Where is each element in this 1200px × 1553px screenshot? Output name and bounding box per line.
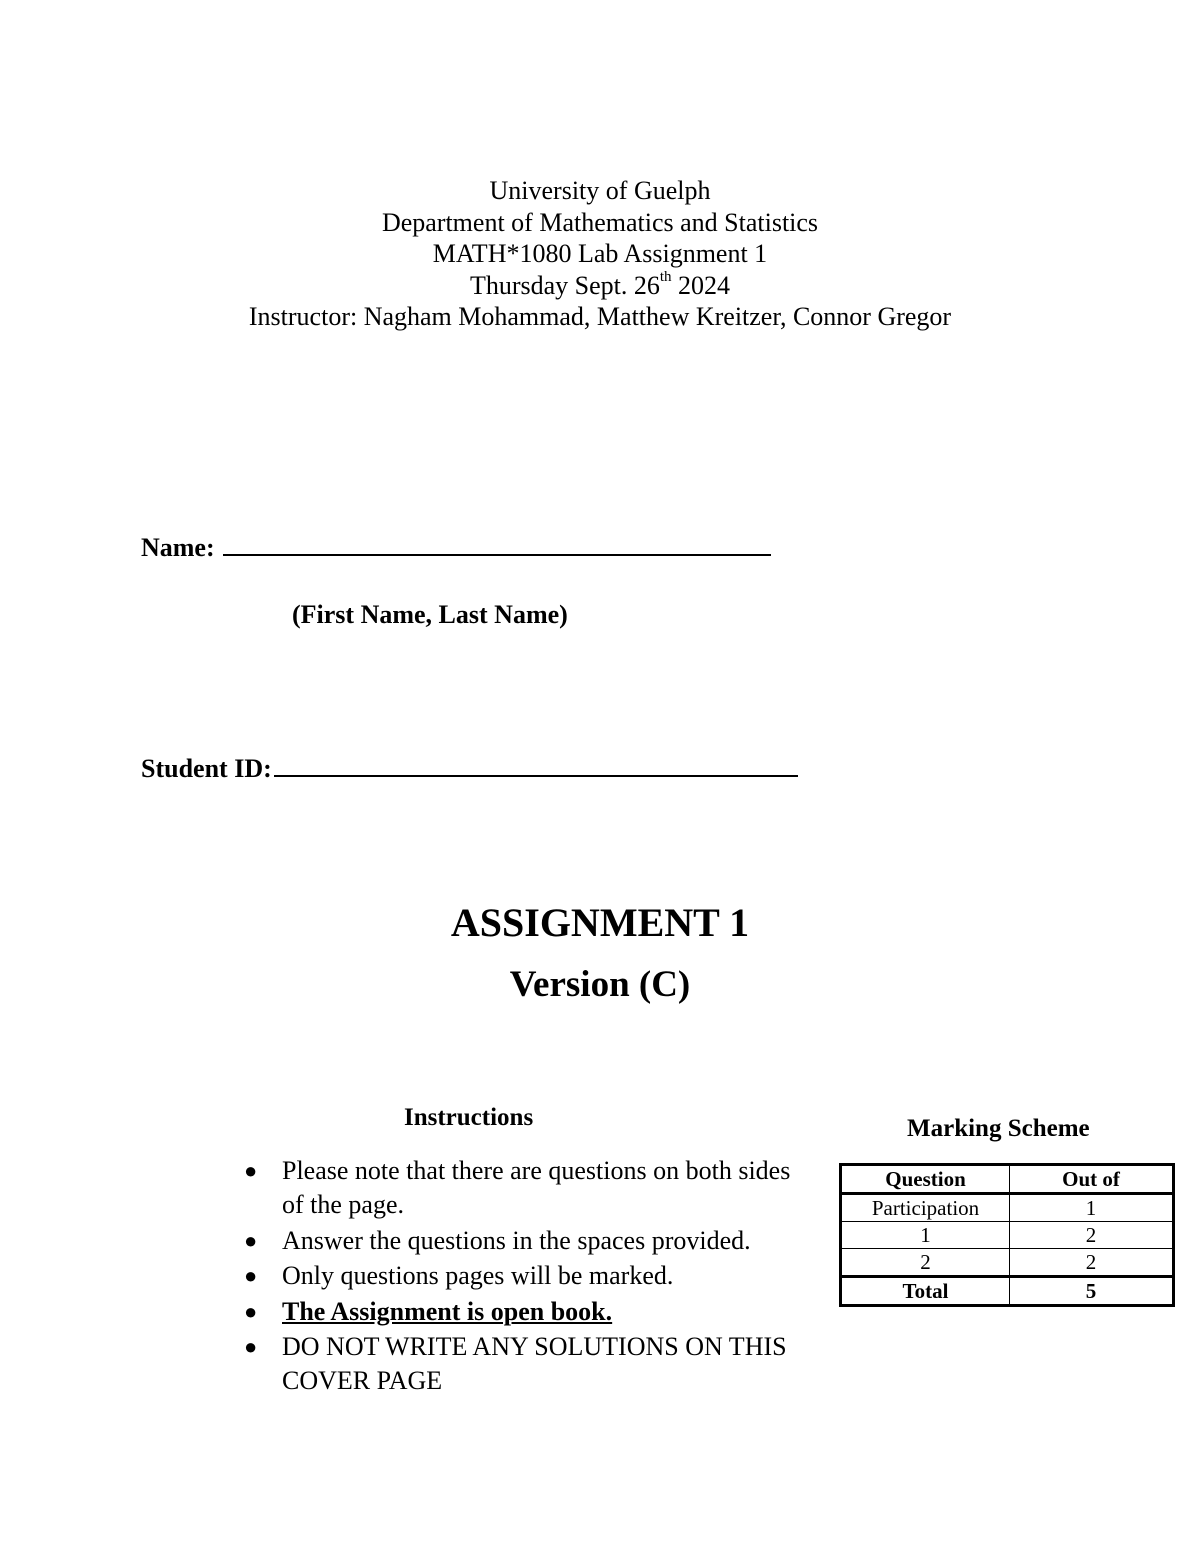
marking-scheme-table: [839, 1163, 1175, 1307]
bullet-icon: ●: [244, 1158, 258, 1183]
name-blank-line[interactable]: [223, 530, 771, 556]
document-header: [0, 175, 1200, 333]
table-cell: 1: [1010, 1194, 1174, 1222]
instructions-list: [244, 1154, 804, 1400]
table-row: [841, 1249, 1174, 1277]
date-year: 2024: [671, 270, 731, 300]
table-cell: 2: [841, 1249, 1010, 1277]
bullet-icon: ●: [244, 1298, 258, 1324]
instruction-text: DO NOT WRITE ANY SOLUTIONS ON THIS COVER PAGE: [282, 1332, 787, 1395]
date-prefix: Thursday Sept. 26: [469, 270, 660, 300]
list-item: [244, 1295, 804, 1329]
table-cell: 2: [1010, 1222, 1174, 1249]
student-id-blank-line[interactable]: [274, 751, 798, 777]
table-header-row: [841, 1165, 1174, 1194]
marking-scheme-heading: Marking Scheme: [907, 1115, 1090, 1142]
instructor-line: Instructor: Nagham Mohammad, Matthew Kreitzer, Connor Gregor: [248, 302, 952, 331]
table-row: [841, 1222, 1174, 1249]
table-cell: 5: [1010, 1277, 1174, 1306]
instruction-text: The Assignment is open book.: [282, 1296, 613, 1326]
list-item: [244, 1224, 804, 1258]
date-ordinal: th: [659, 268, 672, 285]
student-id-label: Student ID:: [141, 754, 272, 783]
list-item: [244, 1259, 804, 1293]
table-cell: Total: [841, 1277, 1010, 1306]
bullet-icon: ●: [244, 1334, 258, 1359]
course-title: MATH*1080 Lab Assignment 1: [432, 239, 768, 268]
table-cell: 1: [841, 1222, 1010, 1249]
name-label: Name:: [141, 533, 215, 562]
column-header: Out of: [1010, 1165, 1174, 1194]
table-cell: Participation: [841, 1194, 1010, 1222]
name-field: [141, 530, 771, 563]
list-item: [244, 1154, 804, 1222]
instruction-text: Only questions pages will be marked.: [282, 1261, 674, 1290]
list-item: [244, 1330, 804, 1398]
assignment-date: [0, 270, 1200, 302]
student-id-field: [141, 751, 798, 784]
name-hint: (First Name, Last Name): [292, 600, 568, 629]
university-name: University of Guelph: [489, 176, 711, 205]
instruction-text: Please note that there are questions on both sides of the page.: [282, 1156, 791, 1219]
table-cell: 2: [1010, 1249, 1174, 1277]
department-name: Department of Mathematics and Statistics: [381, 207, 819, 237]
bullet-icon: ●: [244, 1227, 258, 1253]
assignment-title: ASSIGNMENT 1: [450, 900, 750, 945]
column-header: Question: [841, 1165, 1010, 1194]
bullet-icon: ●: [244, 1263, 258, 1288]
table-row: [841, 1194, 1174, 1222]
instructions-heading: Instructions: [404, 1104, 534, 1131]
instruction-text: Answer the questions in the spaces provided.: [282, 1225, 751, 1255]
assignment-version: Version (C): [509, 964, 691, 1005]
table-total-row: [841, 1277, 1174, 1306]
